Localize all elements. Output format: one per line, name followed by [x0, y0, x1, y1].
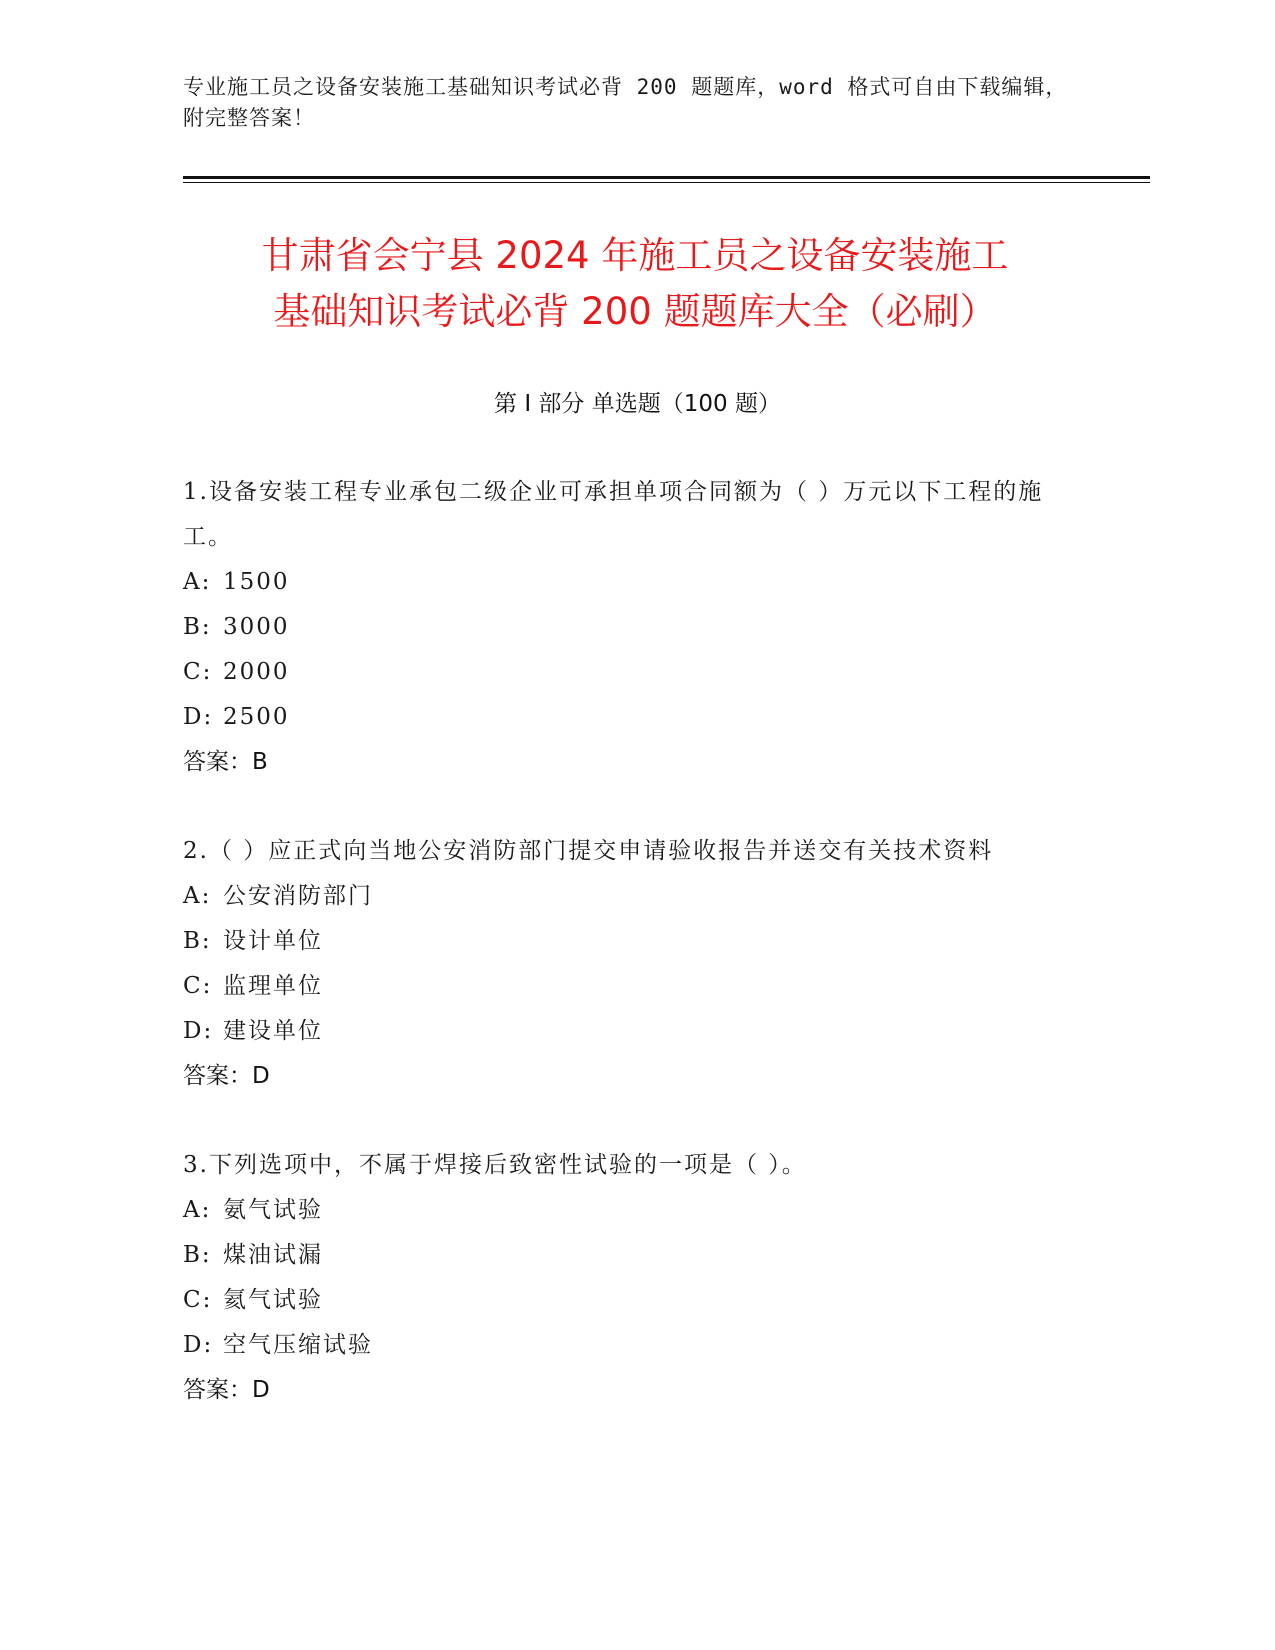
option-text: 氦气试验: [223, 1287, 323, 1313]
option-letter: A:: [183, 569, 212, 595]
option-d: [183, 1323, 1083, 1368]
question-answer: 答案：D: [183, 1063, 270, 1089]
option-a: [183, 560, 1083, 605]
question-stem: 1.设备安装工程专业承包二级企业可承担单项合同额为（ ）万元以下工程的施工。: [183, 479, 1044, 550]
option-letter: C:: [183, 973, 213, 999]
option-c: [183, 964, 1083, 1009]
option-text: 煤油试漏: [223, 1242, 323, 1268]
option-text: 建设单位: [223, 1018, 323, 1044]
option-a: [183, 1188, 1083, 1233]
option-text: 设计单位: [223, 928, 323, 954]
question-3: [183, 1143, 1083, 1413]
option-a: [183, 874, 1083, 919]
header-rule-thick: [183, 176, 1150, 179]
document-title-line-1: 甘肃省会宁县 2024 年施工员之设备安装施工: [261, 234, 1009, 277]
option-letter: B:: [183, 1242, 212, 1268]
question-2: [183, 829, 1083, 1099]
option-text: 2000: [223, 659, 290, 685]
option-text: 监理单位: [223, 973, 323, 999]
option-c: [183, 1278, 1083, 1323]
option-letter: A:: [183, 1197, 212, 1223]
question-stem: 2.（ ）应正式向当地公安消防部门提交申请验收报告并送交有关技术资料: [183, 838, 994, 864]
question-list: [183, 470, 1083, 1457]
option-letter: D:: [183, 704, 214, 730]
header-note: 专业施工员之设备安装施工基础知识考试必背 200 题题库，word 格式可自由下载编辑，附完整答案！: [183, 75, 1068, 130]
question-1: [183, 470, 1083, 785]
option-letter: B:: [183, 614, 212, 640]
option-text: 空气压缩试验: [223, 1332, 373, 1358]
option-letter: A:: [183, 883, 212, 909]
question-answer: 答案：B: [183, 749, 268, 775]
option-letter: C:: [183, 659, 213, 685]
header-rule-thin: [183, 182, 1150, 183]
option-b: [183, 1233, 1083, 1278]
option-letter: C:: [183, 1287, 213, 1313]
question-stem: 3.下列选项中，不属于焊接后致密性试验的一项是（ ）。: [183, 1152, 807, 1178]
option-text: 1500: [223, 569, 290, 595]
option-text: 3000: [223, 614, 290, 640]
option-b: [183, 919, 1083, 964]
option-letter: D:: [183, 1018, 214, 1044]
document-title-line-2: 基础知识考试必背 200 题题库大全（必刷）: [273, 290, 997, 333]
option-text: 2500: [223, 704, 290, 730]
section-title: 第 I 部分 单选题（100 题）: [494, 391, 781, 417]
question-answer: 答案：D: [183, 1377, 270, 1403]
option-letter: B:: [183, 928, 212, 954]
option-text: 公安消防部门: [223, 883, 373, 909]
option-b: [183, 605, 1083, 650]
option-c: [183, 650, 1083, 695]
option-letter: D:: [183, 1332, 214, 1358]
document-title: [170, 228, 1100, 340]
option-text: 氨气试验: [223, 1197, 323, 1223]
option-d: [183, 1009, 1083, 1054]
option-d: [183, 695, 1083, 740]
